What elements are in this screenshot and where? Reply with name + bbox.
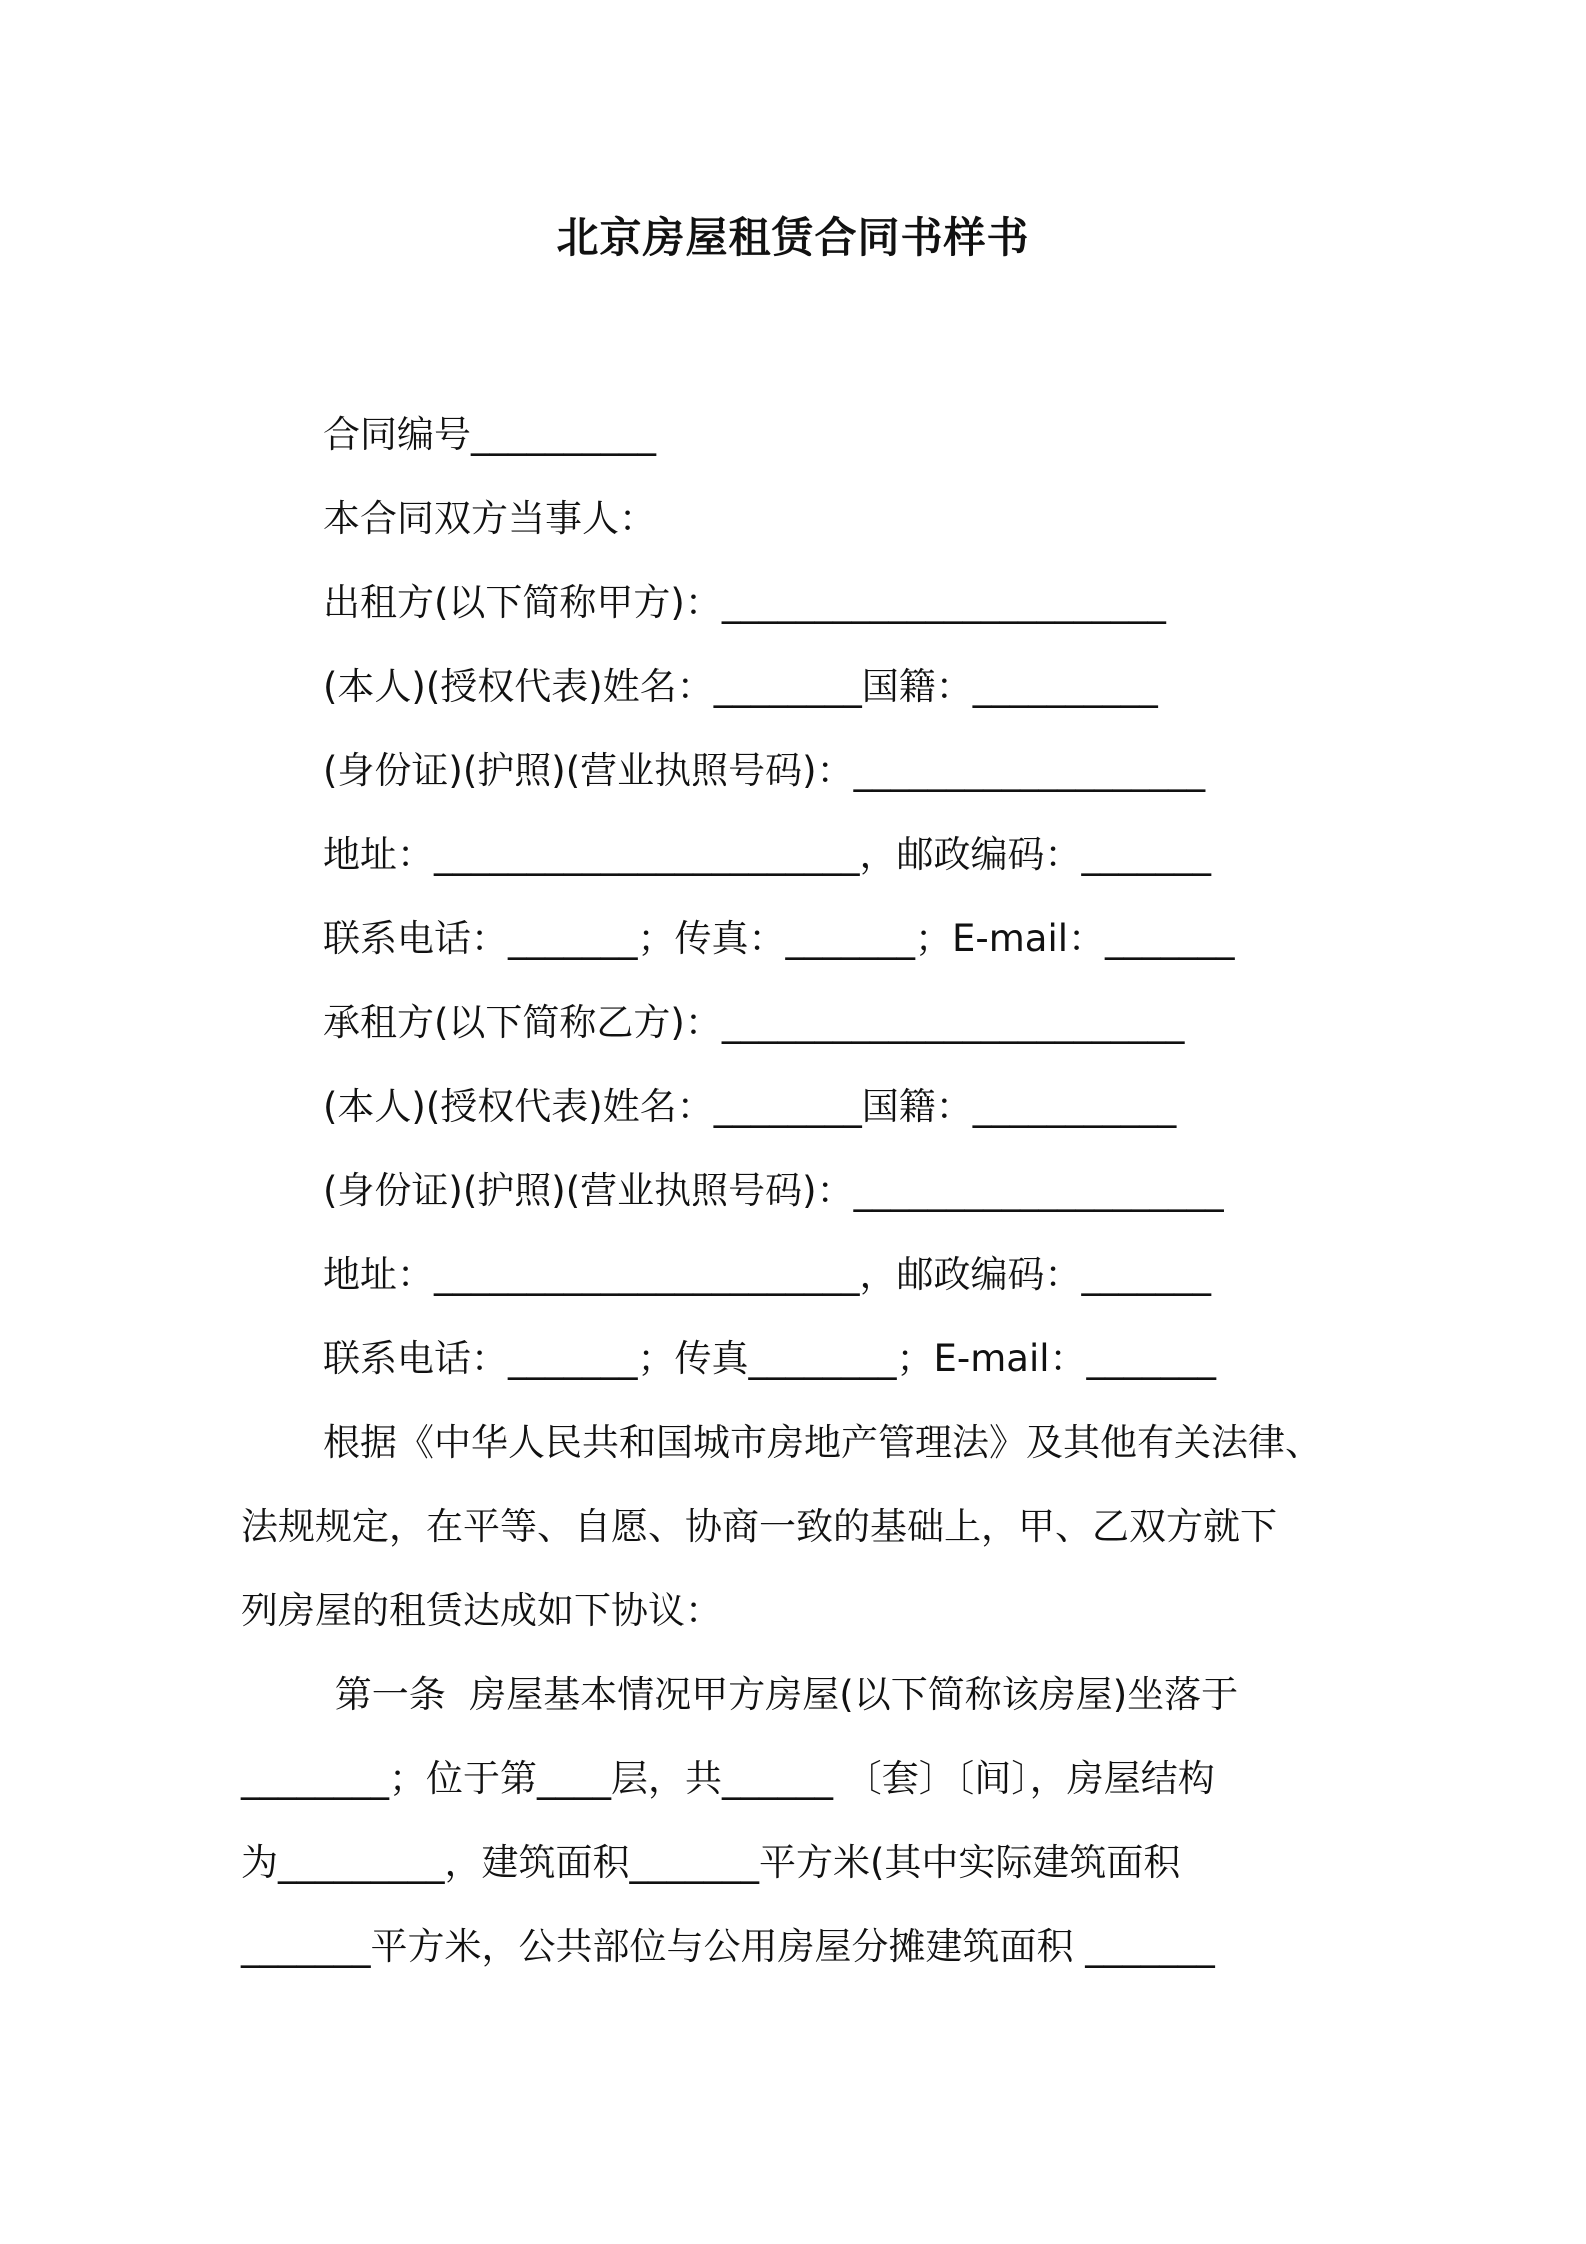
contract-number-line: 合同编号__________ [323,413,656,456]
party-a-lessor-line: 出租方(以下简称甲方)：________________________ [323,581,1166,624]
document-title: 北京房屋租赁合同书样书 [556,213,1030,262]
party-a-address-line: 地址：_______________________，邮政编码：_______ [323,833,1211,876]
article-1-line-3: 为_________，建筑面积_______平方米(其中实际建筑面积 [241,1841,1181,1884]
parties-heading: 本合同双方当事人： [323,497,656,540]
party-b-lessee-line: 承租方(以下简称乙方)：_________________________ [323,1001,1185,1044]
party-a-contact-line: 联系电话：_______；传真：_______；E-mail：_______ [323,917,1235,960]
preamble-line-1: 根据《中华人民共和国城市房地产管理法》及其他有关法律、 [323,1421,1322,1464]
preamble-line-3: 列房屋的租赁达成如下协议： [241,1589,722,1632]
article-1-line-4: _______平方米，公共部位与公用房屋分摊建筑面积 _______ [241,1925,1215,1968]
preamble-line-2: 法规规定，在平等、自愿、协商一致的基础上，甲、乙双方就下 [241,1505,1277,1548]
article-1-line-1: 第一条 房屋基本情况甲方房屋(以下简称该房屋)坐落于 [323,1673,1239,1716]
party-a-name-nationality-line: (本人)(授权代表)姓名：________国籍：__________ [323,665,1158,708]
party-b-address-line: 地址：_______________________，邮政编码：_______ [323,1253,1211,1296]
party-b-id-line: (身份证)(护照)(营业执照号码)：____________________ [323,1169,1224,1212]
party-b-contact-line: 联系电话：_______；传真________；E-mail：_______ [323,1337,1217,1380]
party-a-id-line: (身份证)(护照)(营业执照号码)：___________________ [323,749,1206,792]
party-b-name-nationality-line: (本人)(授权代表)姓名：________国籍：___________ [323,1085,1177,1128]
article-1-line-2: ________；位于第____层，共______ 〔套〕〔间〕，房屋结构 [241,1757,1215,1800]
